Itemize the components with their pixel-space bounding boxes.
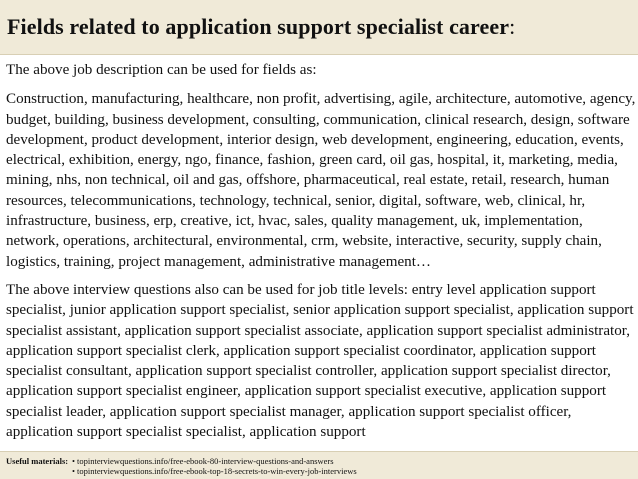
fields-paragraph: Construction, manufacturing, healthcare, non profit, advertising, agile, architecture, automotive, agency, budget, building, business development, consulting, communication, clinical research, design, software development, product development, interior design, web development, engineering, education, events, electrical, exhibition, energy, ngo, finance, fashion, green card, oil gas, hospital, it, marketing, media, mining, nhs, non technical, oil and gas, offshore, pharmaceutical, real estate, retail, research, human resources, telecommunications, technology, technical, senior, digital, software, web, clinical, hr, infrastructure, business, erp, creative, ict, hvac, sales, quality management, uk, implementation, network, operations, architectural, environmental, crm, website, interactive, security, supply chain, logistics, training, project management, administrative management… — [6, 91, 636, 270]
page-title — [7, 14, 515, 40]
footer-link-text: topinterviewquestions.info/free-ebook-80-interview-questions-and-answers — [76, 456, 334, 466]
main-content — [6, 60, 636, 442]
footer-bar — [0, 451, 638, 479]
page-title-text: Fields related to application support specialist career — [7, 14, 510, 39]
job-levels-paragraph: The above interview questions also can be used for job title levels: entry level application support specialist, junior application support specialist, senior application support specialist, application support specialist assistant, application support specialist associate, application support specialist administrator, application support specialist clerk, application support specialist coordinator, application support specialist consultant, application support specialist controller, application support specialist director, application support specialist engineer, application support specialist executive, application support specialist leader, application support specialist manager, application support specialist officer, application support specialist specialist, application support — [6, 281, 634, 441]
title-bar — [0, 0, 638, 55]
bullet-icon: • — [72, 456, 75, 466]
footer-links — [72, 456, 357, 476]
footer-label: Useful materials: — [6, 456, 69, 466]
page-title-colon: : — [509, 14, 516, 39]
footer-link-text: topinterviewquestions.info/free-ebook-top-18-secrets-to-win-every-job-interviews — [76, 466, 357, 476]
footer-link-ebook-18-secrets[interactable] — [72, 466, 357, 476]
bullet-icon: • — [72, 466, 75, 476]
intro-text: The above job description can be used for fields as: — [6, 62, 317, 78]
footer-link-ebook-80-questions[interactable] — [72, 456, 357, 466]
